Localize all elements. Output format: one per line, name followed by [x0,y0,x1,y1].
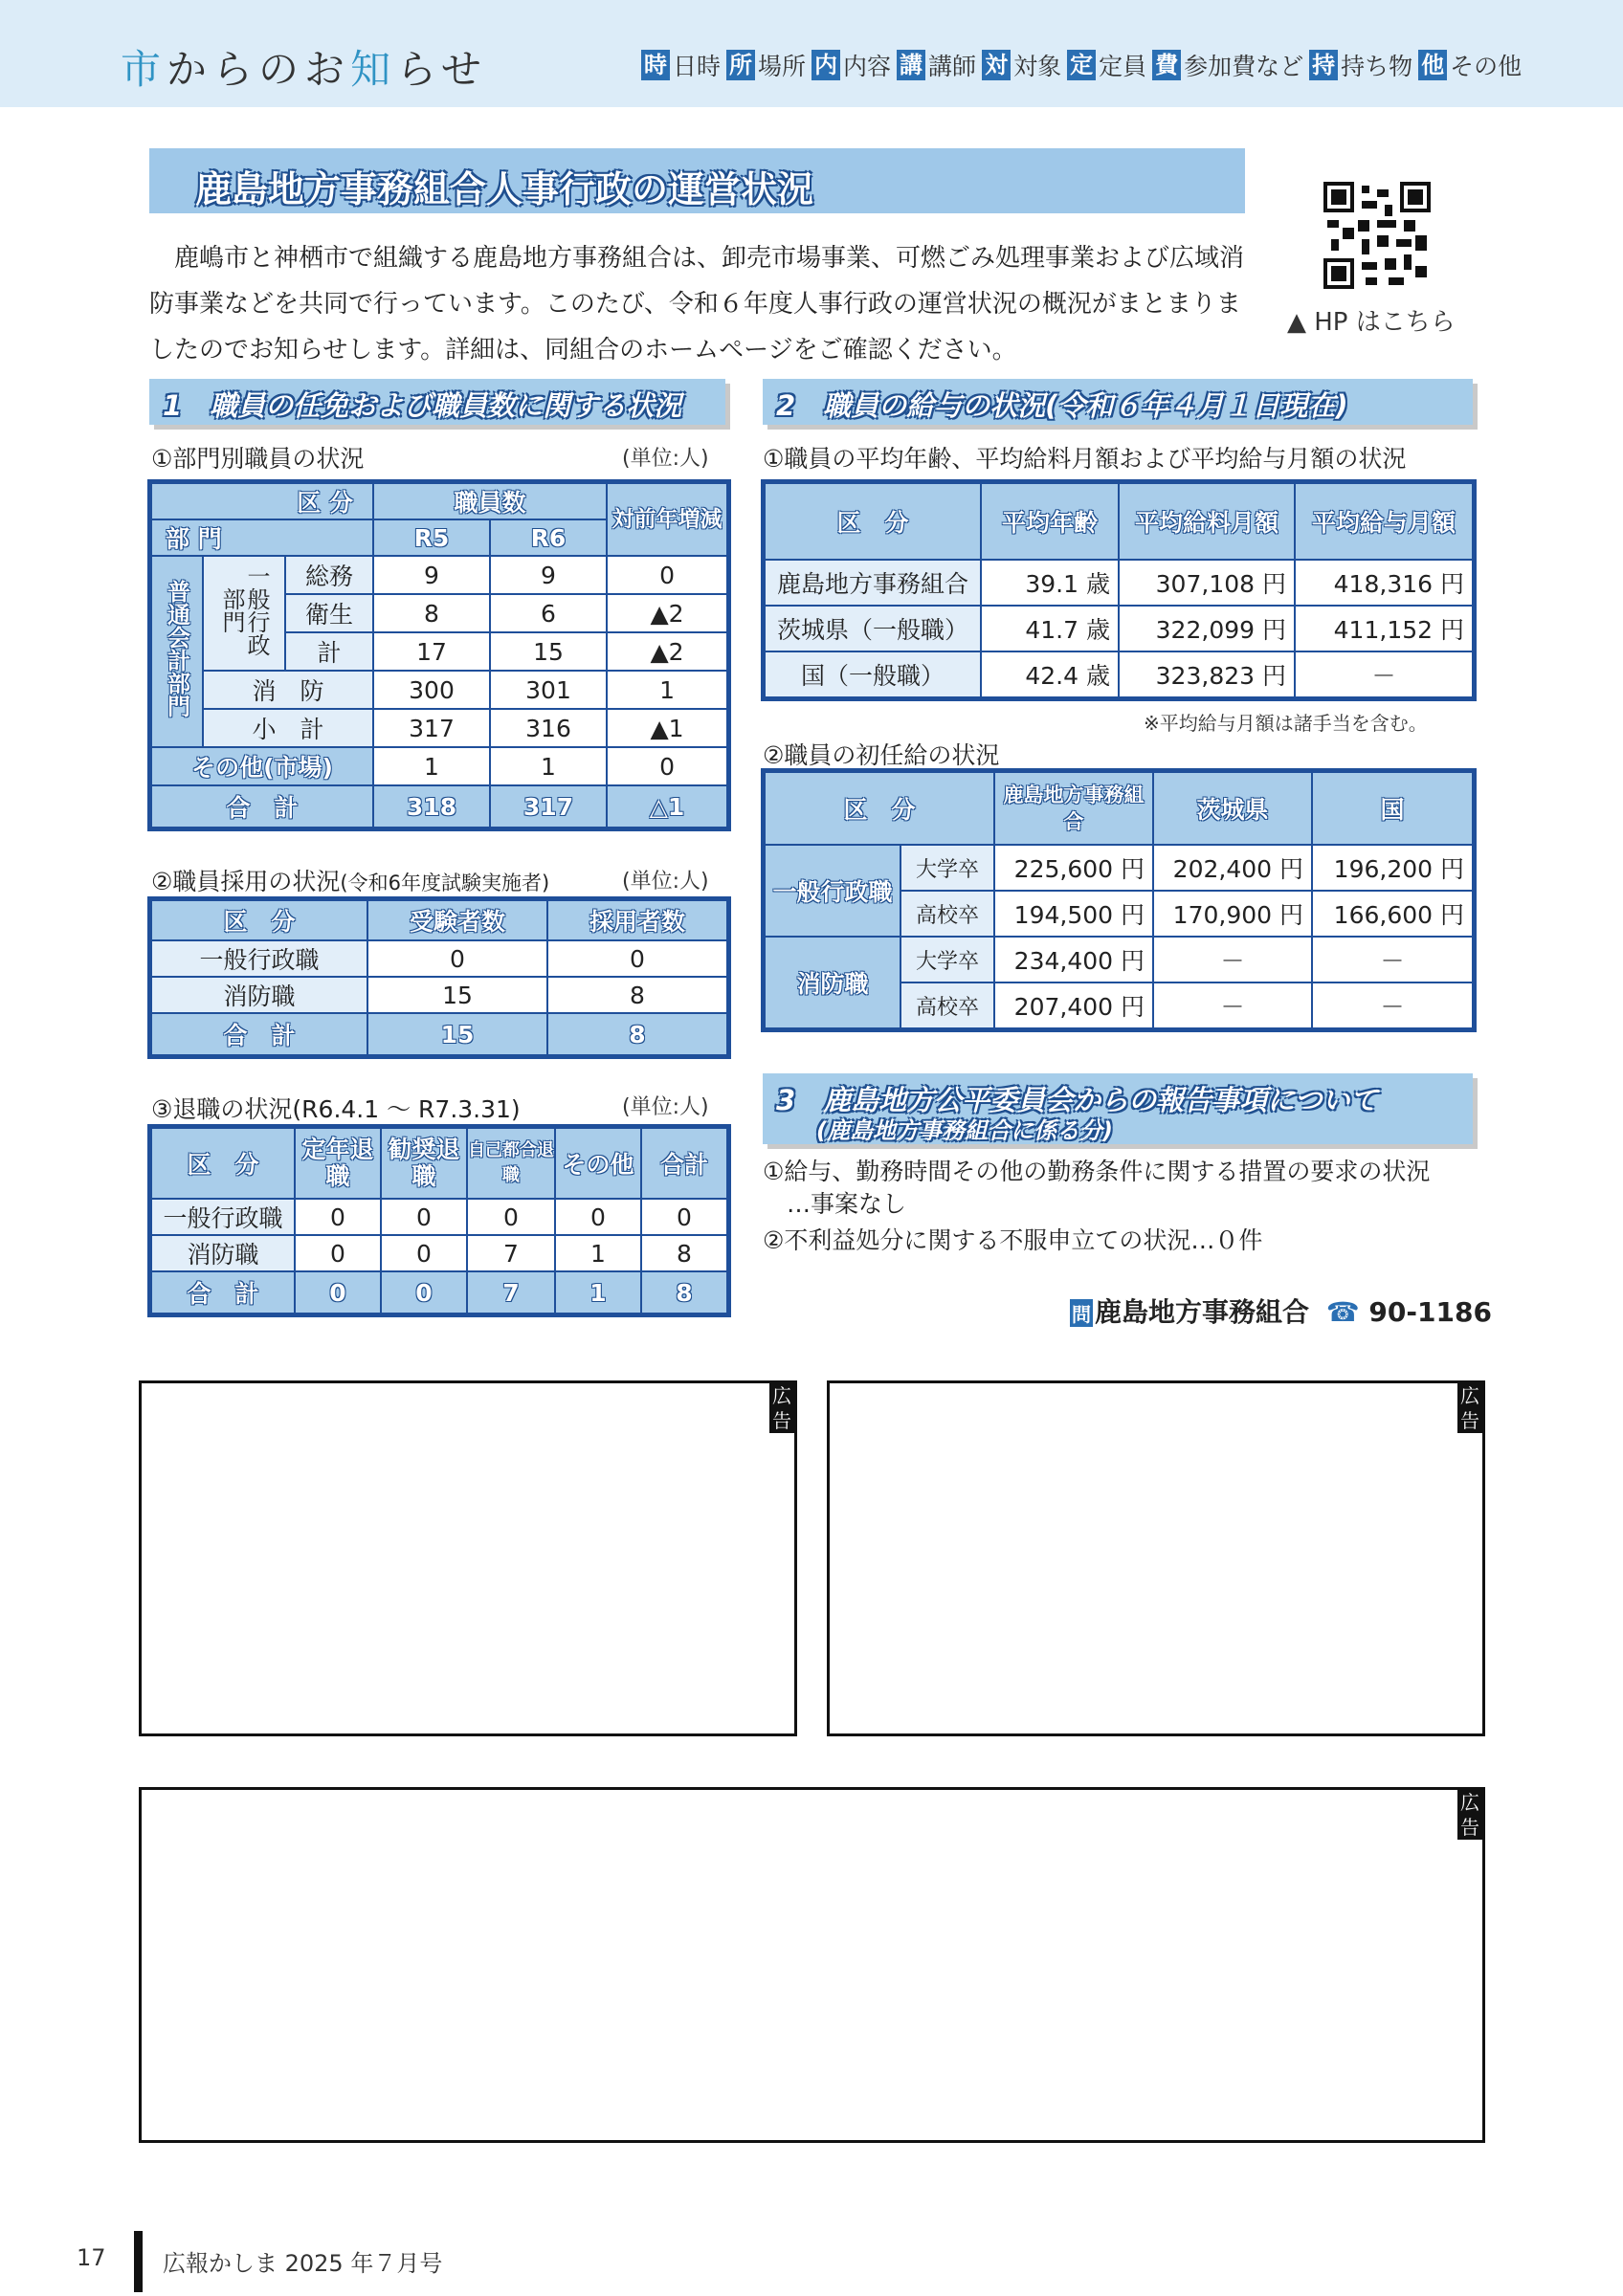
row-label: 衛生 [285,594,373,632]
row-label: 消 防 [203,671,373,709]
group-label: 消防職 [765,937,900,1028]
t1-unit: (単位:人) [622,447,709,471]
cell-r6: 316 [490,709,607,747]
row-label: 消防職 [151,977,367,1013]
article-title: 鹿島地方事務組合人事行政の運営状況 [195,168,814,210]
cell-r6: 6 [490,594,607,632]
ad-tag: 広告 [769,1383,794,1433]
cell-r5: 300 [373,671,490,709]
phone-number[interactable]: 90-1186 [1368,1296,1492,1328]
legend-key: 費 [1152,50,1181,80]
s2-t2-caption: ②職員の初任給の状況 [763,741,1000,769]
row-label: 鹿島地方事務組合 [765,560,981,606]
s2-t1-note: ※平均給与月額は諸手当を含む。 [1144,712,1428,735]
t2-caption: ②職員採用の状況(令和6年度試験実施者) [151,868,550,895]
phone-icon: ☎ [1325,1296,1360,1328]
section2-header: 2 職員の給与の状況(令和６年４月１日現在) [763,379,1473,425]
header-bumon: 部 門 [151,519,373,556]
section3-header: 3 鹿島地方公平委員会からの報告事項について (鹿島地方事務組合に係る分) [763,1073,1473,1144]
group-main: 普通会計部門 [151,556,203,747]
row-label: 一般行政職 [151,940,367,977]
t3-caption: ③退職の状況(R6.4.1 ～ R7.3.31) [151,1095,521,1123]
cell-diff: ▲2 [607,594,727,632]
total-diff: △1 [607,785,727,828]
hp-link-label[interactable]: ▲ HP はこちら [1287,308,1456,337]
cell-r6: 301 [490,671,607,709]
group-label: 一般行政職 [765,845,900,937]
total-label: 合 計 [151,1013,367,1055]
cell-r5: 9 [373,556,490,594]
ad-tag: 広告 [1457,1790,1482,1840]
inquiry-icon: 問 [1070,1299,1093,1327]
legend-key: 時 [641,50,670,80]
t2-unit: (単位:人) [622,870,709,894]
ad-box-right [827,1380,1485,1736]
ad-box-left [139,1380,797,1736]
legend-key: 他 [1418,50,1447,80]
cell-diff: ▲2 [607,632,727,671]
legend-key: 講 [897,50,925,80]
cell-diff: 0 [607,556,727,594]
total-r5: 318 [373,785,490,828]
cell-diff: ▲1 [607,709,727,747]
row-label: 一般行政職 [151,1199,295,1235]
t3-unit: (単位:人) [622,1095,709,1119]
s3-item: ②不利益処分に関する不服申立ての状況…０件 [763,1226,1263,1254]
staff-by-department-table [150,482,728,828]
s3-item: …事案なし [787,1190,907,1218]
icon-legend: 時 日時 所 場所 内 内容 講 講師 対 対象 定 定員 費 参加費など 持 持ち物 他 その他 [641,48,1527,82]
legend-key: 所 [726,50,755,80]
legend-key: 持 [1309,50,1338,80]
header-staff-count: 職員数 [373,483,607,519]
row-label: 国（一般職） [765,651,981,697]
row-label: 総務 [285,556,373,594]
s3-item: ①給与、勤務時間その他の勤務条件に関する措置の要求の状況 [763,1158,1431,1185]
contact-info: 問 鹿島地方事務組合 ☎ 90-1186 [1072,1296,1492,1328]
starting-salary-table: 区 分 鹿島地方事務組合 茨城県 国 一般行政職 大学卒 225,600 円 202,400 円 196,200 円 高校卒 194,500 円 170,900 円 166,600 円 消防職 大学卒 234,400 円 － － 高校卒 207,400 円 － － [764,771,1474,1029]
article-intro: 鹿嶋市と神栖市で組織する鹿島地方事務組合は、卸売市場事業、可燃ごみ処理事業および広域消防事業などを共同で行っています。このたび、令和６年度人事行政の運営状況の概況がまとまりましたのでお知らせします。詳細は、同組合のホームページをご確認ください。 [149,244,1245,364]
cell-diff: 0 [607,747,727,785]
retirement-table: 区 分 定年退職 勧奨退職 自己都合退職 その他 合計 一般行政職 0 0 0 0 0 消防職 0 0 7 1 8 合 計 0 0 7 1 8 [150,1127,728,1314]
header-kubun: 区 分 [151,483,373,519]
total-label: 合 計 [151,1271,295,1314]
group-general: 一般行政部門 [203,556,285,671]
s2-t1-caption: ①職員の平均年齢、平均給料月額および平均給与月額の状況 [763,445,1407,473]
legend-key: 対 [982,50,1011,80]
recruitment-table: 区 分 受験者数 採用者数 一般行政職 0 0 消防職 15 8 合 計 15 8 [150,899,728,1056]
article-title-bar [149,148,1245,213]
row-label: 計 [285,632,373,671]
cell-r5: 1 [373,747,490,785]
row-label: 茨城県（一般職） [765,606,981,651]
total-label: 合 計 [151,785,373,828]
header-r6: R6 [490,519,607,556]
cell-r5: 8 [373,594,490,632]
ad-box-wide [139,1787,1485,2143]
legend-key: 定 [1067,50,1096,80]
footer-divider [134,2231,143,2292]
section1-header: 1 職員の任免および職員数に関する状況 [149,379,725,425]
cell-r5: 17 [373,632,490,671]
cell-diff: 1 [607,671,727,709]
row-label: 消防職 [151,1235,295,1271]
cell-r6: 1 [490,747,607,785]
legend-key: 内 [812,50,840,80]
row-label: 小 計 [203,709,373,747]
cell-r5: 317 [373,709,490,747]
cell-r6: 9 [490,556,607,594]
ad-tag: 広告 [1457,1383,1482,1433]
row-label: その他(市場) [151,747,373,785]
publication-name: 広報かしま 2025 年７月号 [163,2250,443,2277]
t1-caption: ①部門別職員の状況 [151,445,365,473]
page-number: 17 [77,2244,106,2271]
total-r6: 317 [490,785,607,828]
qr-code-icon[interactable] [1323,182,1431,289]
cell-r6: 15 [490,632,607,671]
header-title: 市からのお知らせ [121,46,487,93]
header-diff: 対前年増減 [607,483,727,556]
header-r5: R5 [373,519,490,556]
average-salary-table: 区 分 平均年齢 平均給料月額 平均給与月額 鹿島地方事務組合 39.1 歳 307,108 円 418,316 円 茨城県（一般職） 41.7 歳 322,099 円 411,152 円 国（一般職） 42.4 歳 323,823 円 － [764,482,1474,698]
